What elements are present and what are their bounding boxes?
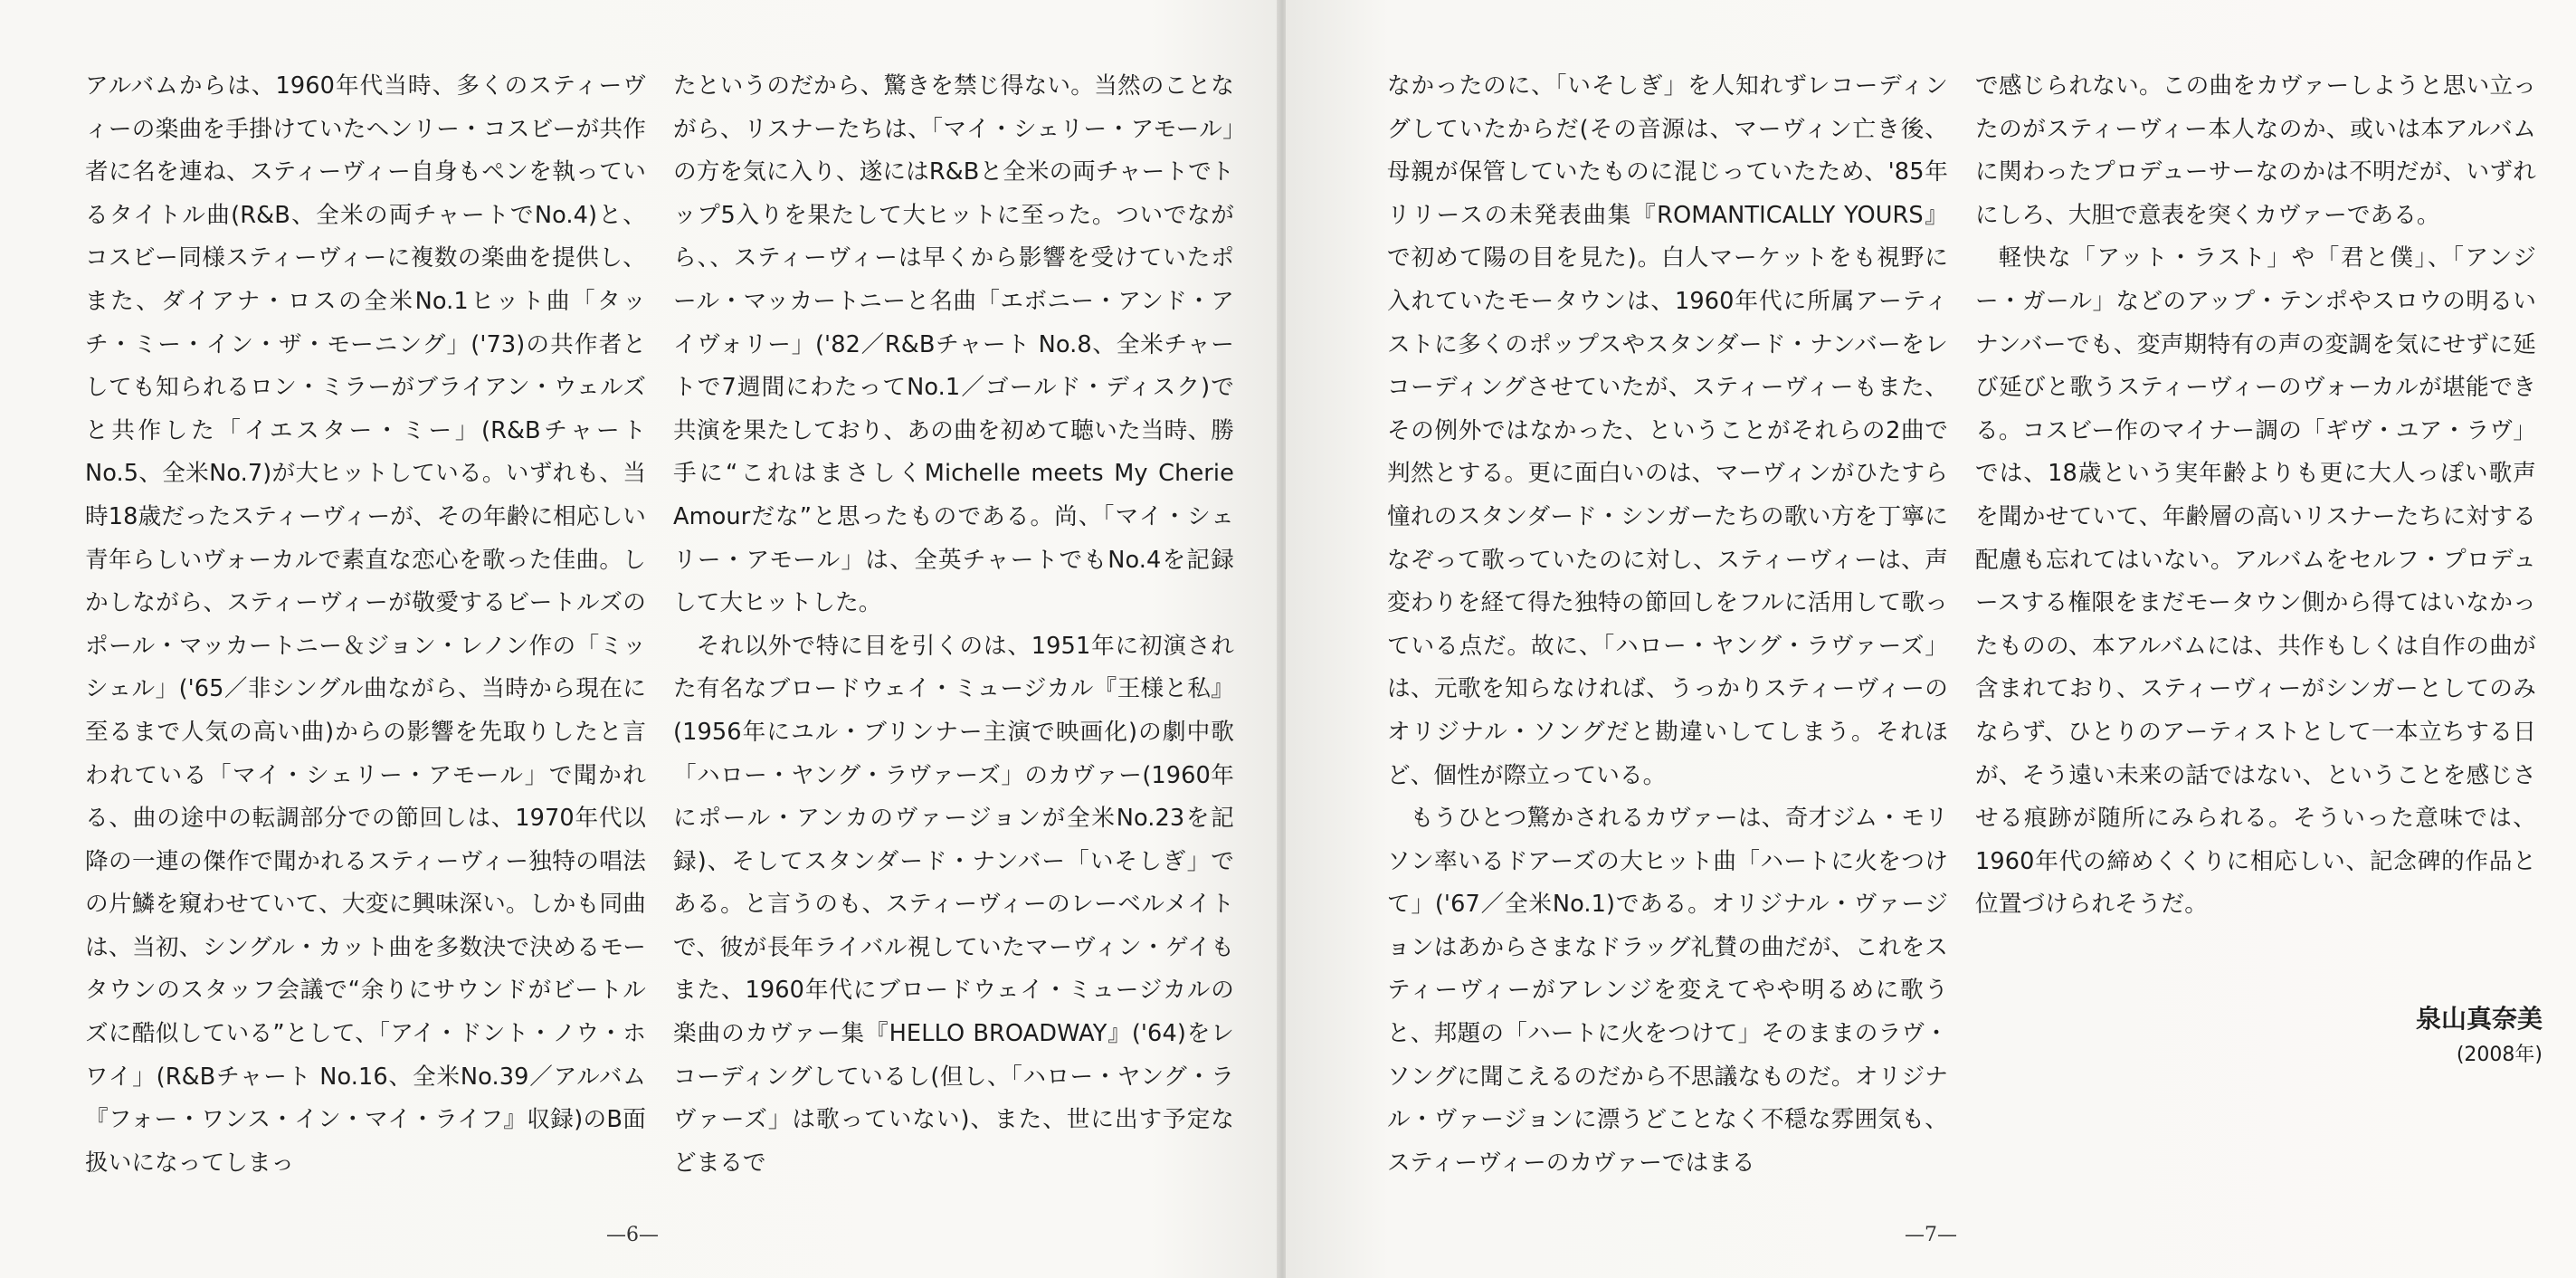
paragraph: それ以外で特に目を引くのは、1951年に初演された有名なブロードウェイ・ミュージカル『王様と私』(1956年にユル・ブリンナー主演で映画化)の劇中歌「ハロー・ヤング・ラヴァーズ」のカヴァー(1960年にポール・アンカのヴァージョンが全米No.23を記録)、そしてスタンダード・ナンバー「いそしぎ」である。と言うのも、スティーヴィーのレーベルメイトで、彼が長年ライバル視していたマーヴィン・ゲイもまた、1960年代にブロードウェイ・ミュージカルの楽曲のカヴァー集『HELLO BROADWAY』('64)をレコーディングしているし(但し、「ハロー・ヤング・ラヴァーズ」は歌っていない)、また、世に出す予定などまるで: [673, 632, 1234, 1177]
author-name: 泉山真奈美: [2415, 1004, 2543, 1034]
paragraph: 軽快な「アット・ラスト」や「君と僕」、「アンジー・ガール」などのアップ・テンポやスロウの明るいナンバーでも、変声期特有の声の変調を気にせずに延び延びと歌うスティーヴィーのヴォーカルが堪能できる。コスビー作のマイナー調の「ギヴ・ユア・ラヴ」では、18歳という実年齢よりも更に大人っぽい歌声を聞かせていて、年齢層の高いリスナーたちに対する配慮も忘れてはいない。アルバムをセルフ・プロデュースする権限をまだモータウン側から得てはいなかったものの、本アルバムには、共作もしくは自作の曲が含まれており、スティーヴィーがシンガーとしてのみならず、ひとりのアーティストとして一本立ちする日が、そう遠い未来の話ではない、ということを感じさせる痕跡が随所にみられる。そういった意味では、1960年代の締めくくりに相応しい、記念碑的作品と位置づけられそうだ。: [1975, 244, 2536, 919]
author-year: (2008年): [2456, 1044, 2543, 1066]
paragraph: もうひとつ驚かされるカヴァーは、奇才ジム・モリソン率いるドアーズの大ヒット曲「ハートに火をつけて」('67／全米No.1)である。オリジナル・ヴァージョンはあからさまなドラッグ礼賛の曲だが、これをスティーヴィーがアレンジを変えてやや明るめに歌うと、邦題の「ハートに火をつけて」そのままのラヴ・ソングに聞こえるのだから不思議なものだ。オリジナル・ヴァージョンに漂うどことなく不穏な雰囲気も、スティーヴィーのカヴァーではまる: [1387, 805, 1948, 1177]
text-column-2: [673, 65, 1234, 1185]
paragraph: で感じられない。この曲をカヴァーしようと思い立ったのがスティーヴィー本人なのか、或いは本アルバムに関わったプロデューサーなのかは不明だが、いずれにしろ、大胆で意表を突くカヴァーである。: [1975, 72, 2536, 229]
text-column-1: [85, 65, 646, 1185]
page-number-left: —6—: [606, 1224, 659, 1246]
text-column-3: [1387, 65, 1948, 1185]
page-number-right: —7—: [1905, 1224, 1957, 1246]
paragraph: たというのだから、驚きを禁じ得ない。当然のことながら、リスナーたちは、「マイ・シェリー・アモール」の方を気に入り、遂にはR&Bと全米の両チャートでトップ5入りを果たして大ヒットに至った。ついでながら、、スティーヴィーは早くから影響を受けていたポール・マッカートニーと名曲「エボニー・アンド・アイヴォリー」('82／R&Bチャート No.8、全米チャートで7週間にわたってNo.1／ゴールド・ディスク)で共演を果たしており、あの曲を初めて聴いた当時、勝手に“これはまさしくMichelle meets My Cherie Amourだな”と思ったものである。尚、「マイ・シェリー・アモール」は、全英チャートでもNo.4を記録して大ヒットした。: [673, 72, 1234, 617]
paragraph: なかったのに、「いそしぎ」を人知れずレコーディングしていたからだ(その音源は、マーヴィン亡き後、母親が保管していたものに混じっていたため、'85年リリースの未発表曲集『ROMANTICALLY YOURS』で初めて陽の目を見た)。白人マーケットをも視野に入れていたモータウンは、1960年代に所属アーティストに多くのポップスやスタンダード・ナンバーをレコーディングさせていたが、スティーヴィーもまた、その例外ではなかった、ということがそれらの2曲で判然とする。更に面白いのは、マーヴィンがひたすら憧れのスタンダード・シンガーたちの歌い方を丁寧になぞって歌っていたのに対し、スティーヴィーは、声変わりを経て得た独特の節回しをフルに活用して歌っている点だ。故に、「ハロー・ヤング・ラヴァーズ」は、元歌を知らなければ、うっかりスティーヴィーのオリジナル・ソングだと勘違いしてしまう。それほど、個性が際立っている。: [1387, 72, 1948, 789]
author-signature: [2235, 999, 2543, 1072]
paragraph: アルバムからは、1960年代当時、多くのスティーヴィーの楽曲を手掛けていたヘンリー・コスビーが共作者に名を連ね、スティーヴィー自身もペンを執っているタイトル曲(R&B、全米の両チャートでNo.4)と、コスビー同様スティーヴィーに複数の楽曲を提供し、また、ダイアナ・ロスの全米No.1ヒット曲「タッチ・ミー・イン・ザ・モーニング」('73)の共作者としても知られるロン・ミラーがブライアン・ウェルズと共作した「イエスター・ミー」(R&Bチャート No.5、全米No.7)が大ヒットしている。いずれも、当時18歳だったスティーヴィーが、その年齢に相応しい青年らしいヴォーカルで素直な恋心を歌った佳曲。しかしながら、スティーヴィーが敬愛するビートルズのポール・マッカートニー＆ジョン・レノン作の「ミッシェル」('65／非シングル曲ながら、当時から現在に至るまで人気の高い曲)からの影響を先取りしたと言われている「マイ・シェリー・アモール」で聞かれる、曲の途中の転調部分での節回しは、1970年代以降の一連の傑作で聞かれるスティーヴィー独特の唱法の片鱗を窺わせていて、大変に興味深い。しかも同曲は、当初、シングル・カット曲を多数決で決めるモータウンのスタッフ会議で“余りにサウンドがビートルズに酷似している”として、「アイ・ドント・ノウ・ホワイ」(R&Bチャート No.16、全米No.39／アルバム『フォー・ワンス・イン・マイ・ライフ』収録)のB面扱いになってしまっ: [85, 72, 646, 1177]
text-column-4: [1975, 65, 2536, 927]
left-page: [0, 0, 1278, 1278]
